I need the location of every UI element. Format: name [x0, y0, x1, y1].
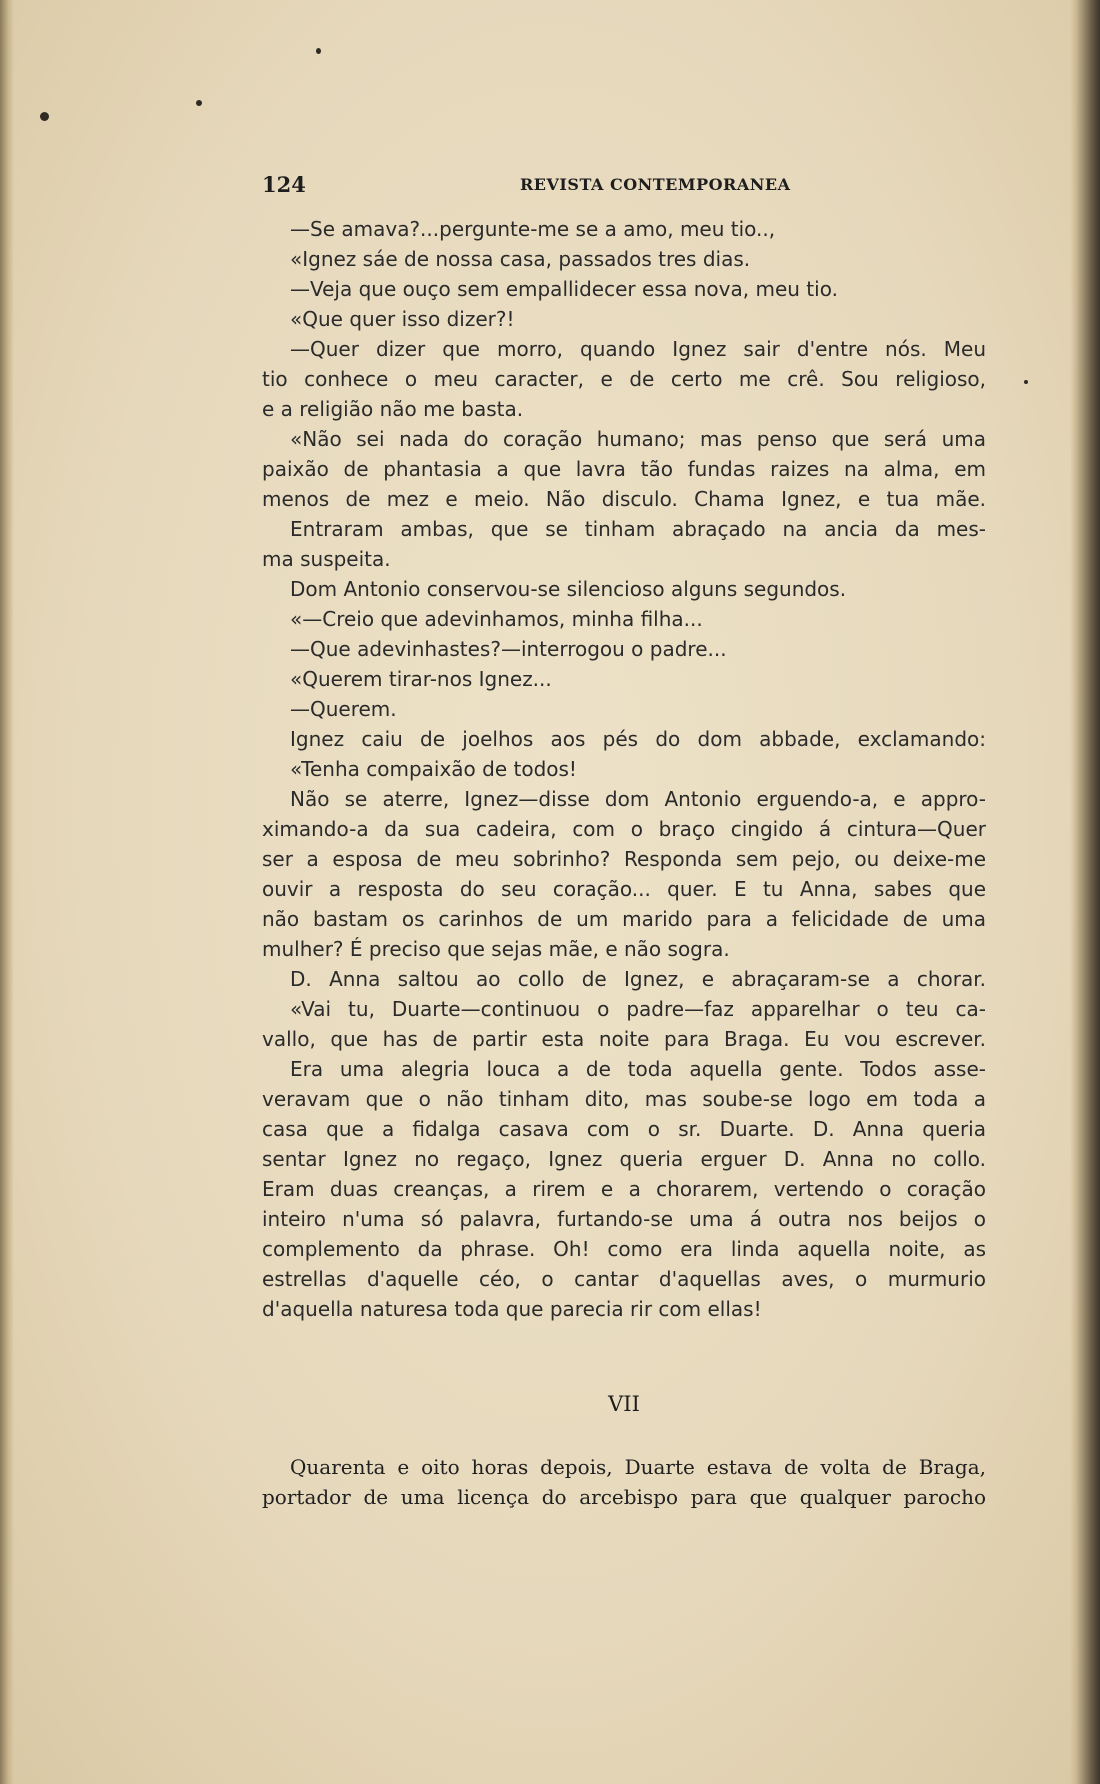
text-line: tio conhece o meu caracter, e de certo me crê. Sou religioso, [262, 367, 986, 391]
text-line: casa que a fidalga casava com o sr. Duarte. D. Anna queria [262, 1117, 986, 1141]
text-line: «Vai tu, Duarte—continuou o padre—faz apparelhar o teu ca- [290, 997, 986, 1021]
text-line: mulher? É preciso que sejas mãe, e não sogra. [262, 937, 730, 961]
text-line: «Tenha compaixão de todos! [290, 757, 577, 781]
ink-speck [1024, 380, 1028, 384]
text-line: ximando-a da sua cadeira, com o braço cingido á cintura—Quer [262, 817, 986, 841]
text-line: Ignez caiu de joelhos aos pés do dom abbade, exclamando: [290, 727, 986, 751]
page-number: 124 [262, 172, 306, 197]
text-line: e a religião não me basta. [262, 397, 524, 421]
text-line: Dom Antonio conservou-se silencioso alguns segundos. [290, 577, 847, 601]
text-line: «Querem tirar-nos Ignez... [290, 667, 552, 691]
text-line: veravam que o não tinham dito, mas soube-se logo em toda a [262, 1087, 986, 1111]
page-left-edge [0, 0, 14, 1784]
text-line: —Quer dizer que morro, quando Ignez sair d'entre nós. Meu [290, 337, 986, 361]
text-line: inteiro n'uma só palavra, furtando-se uma á outra nos beijos o [262, 1207, 986, 1231]
text-line: Eram duas creanças, a rirem e a chorarem, vertendo o coração [262, 1177, 986, 1201]
text-line: D. Anna saltou ao collo de Ignez, e abraçaram-se a chorar. [290, 967, 986, 991]
section-text [262, 1452, 986, 1512]
text-line: paixão de phantasia a que lavra tão fundas raizes na alma, em [262, 457, 986, 481]
text-line: ser a esposa de meu sobrinho? Responda sem pejo, ou deixe-me [262, 847, 986, 871]
text-line: —Se amava?...pergunte-me se a amo, meu tio.., [290, 217, 776, 241]
text-line: ma suspeita. [262, 547, 391, 571]
text-line: menos de mez e meio. Não disculo. Chama Ignez, e tua mãe. [262, 487, 986, 511]
page-header [262, 172, 986, 198]
text-line: Entraram ambas, que se tinham abraçado na ancia da mes- [290, 517, 986, 541]
text-line: estrellas d'aquelle céo, o cantar d'aquellas aves, o murmurio [262, 1267, 986, 1291]
text-line: «Não sei nada do coração humano; mas penso que será uma [290, 427, 986, 451]
text-line: «Que quer isso dizer?! [290, 307, 515, 331]
body-text [262, 214, 986, 1324]
text-line: sentar Ignez no regaço, Ignez queria erguer D. Anna no collo. [262, 1147, 986, 1171]
text-line: —Querem. [290, 697, 397, 721]
text-line: complemento da phrase. Oh! como era linda aquella noite, as [262, 1237, 986, 1261]
text-line: «Ignez sáe de nossa casa, passados tres dias. [290, 247, 751, 271]
page-right-edge [1070, 0, 1100, 1784]
text-line: portador de uma licença do arcebispo para que qualquer parocho [262, 1485, 986, 1509]
text-line: Não se aterre, Ignez—disse dom Antonio erguendo-a, e appro- [290, 787, 986, 811]
text-line: d'aquella naturesa toda que parecia rir com ellas! [262, 1297, 762, 1321]
text-line: —Que adevinhastes?—interrogou o padre... [290, 637, 727, 661]
text-line: «—Creio que adevinhamos, minha filha... [290, 607, 703, 631]
ink-speck [40, 112, 49, 121]
ink-speck [316, 48, 321, 54]
section-heading: VII [608, 1392, 640, 1416]
ink-speck [196, 100, 202, 106]
running-title: REVISTA CONTEMPORANEA [520, 175, 791, 194]
text-line: Era uma alegria louca a de toda aquella gente. Todos asse- [290, 1057, 986, 1081]
text-line: vallo, que has de partir esta noite para Braga. Eu vou escrever. [262, 1027, 986, 1051]
text-line: Quarenta e oito horas depois, Duarte estava de volta de Braga, [290, 1455, 986, 1479]
text-line: não bastam os carinhos de um marido para a felicidade de uma [262, 907, 986, 931]
text-line: —Veja que ouço sem empallidecer essa nova, meu tio. [290, 277, 838, 301]
text-line: ouvir a resposta do seu coração... quer. E tu Anna, sabes que [262, 877, 986, 901]
